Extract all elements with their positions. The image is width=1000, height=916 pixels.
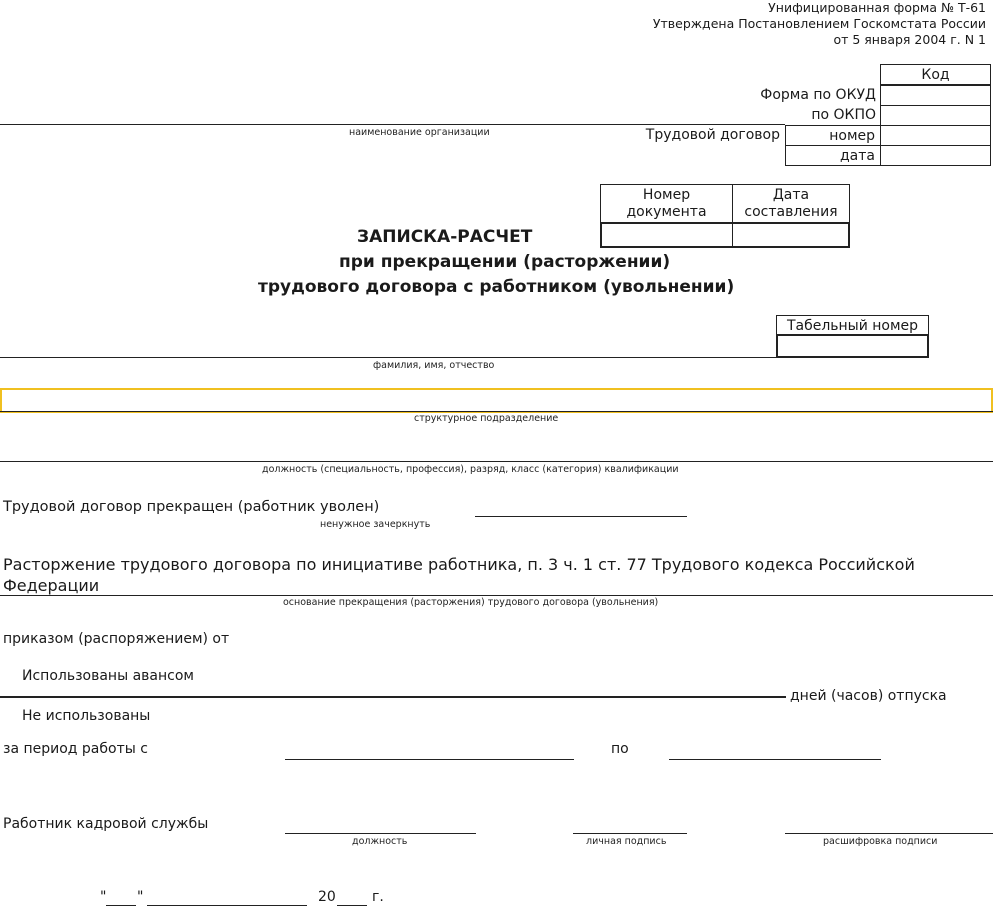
department-line [0,411,993,412]
department-field[interactable] [0,388,993,413]
vacation-used-label: Использованы авансом [22,668,194,684]
contract-date-field[interactable] [880,145,991,166]
document-subtitle-1: при прекращении (расторжении) [339,252,671,272]
organization-caption: наименование организации [349,127,490,138]
vacation-unused-label: Не использованы [22,708,151,724]
department-caption: структурное подразделение [414,413,559,424]
contract-label: Трудовой договор [645,127,780,143]
fio-caption: фамилия, имя, отчество [373,360,495,371]
hr-decode-caption: расшифровка подписи [823,836,938,847]
form-number-line: Унифицированная форма № Т-61 [768,0,986,15]
tab-number-label: Табельный номер [776,315,929,336]
period-from-label: за период работы с [3,741,148,757]
position-line[interactable] [0,461,993,462]
vacation-days-line[interactable] [0,696,786,698]
date-month-line[interactable] [147,905,307,906]
doc-date-header: Дата составления [732,184,850,224]
organization-line[interactable] [0,124,785,125]
date-year-prefix: 20 [318,889,336,905]
reason-line[interactable] [0,595,993,596]
okud-label: Форма по ОКУД [760,87,876,103]
hr-signature-caption: личная подпись [586,836,667,847]
approval-date-line: от 5 января 2004 г. N 1 [833,32,986,47]
hr-signature-line[interactable] [573,833,687,834]
date-day-line[interactable] [106,905,136,906]
order-label: приказом (распоряжением) от [3,631,230,647]
vacation-days-label: дней (часов) отпуска [790,688,947,704]
hr-position-caption: должность [352,836,408,847]
doc-date-field[interactable] [732,222,850,248]
hr-position-line[interactable] [285,833,476,834]
date-quote-open: " [100,889,107,905]
date-year-suffix: г. [372,889,384,905]
reason-caption: основание прекращения (расторжения) трудового договора (увольнения) [283,597,659,608]
period-to-label: по [611,741,629,757]
termination-reason-line2: Федерации [3,576,100,595]
contract-number-label: номер [785,125,881,146]
contract-number-field[interactable] [880,125,991,146]
termination-label: Трудовой договор прекращен (работник уволен) [3,499,380,515]
code-column-header: Код [880,64,991,85]
document-title: ЗАПИСКА-РАСЧЕТ [357,227,533,247]
approval-line: Утверждена Постановлением Госкомстата России [652,16,986,31]
period-to-line[interactable] [669,759,881,760]
date-year-line[interactable] [337,905,367,906]
date-quote-close: " [137,889,144,905]
period-from-line[interactable] [285,759,574,760]
contract-date-label: дата [785,145,881,166]
tab-number-field[interactable] [776,334,929,358]
fio-line[interactable] [0,357,776,358]
termination-reason-line1: Расторжение трудового договора по инициативе работника, п. 3 ч. 1 ст. 77 Трудового кодекса Российской [3,555,915,574]
doc-number-header: Номер документа [600,184,733,224]
hr-decode-line[interactable] [785,833,993,834]
termination-choice-line[interactable] [475,516,687,517]
doc-number-field[interactable] [600,222,733,248]
hr-label: Работник кадровой службы [3,816,209,832]
strike-caption: ненужное зачеркнуть [320,519,431,530]
okpo-label: по ОКПО [811,107,876,123]
okud-code-field[interactable] [880,85,991,106]
position-caption: должность (специальность, профессия), разряд, класс (категория) квалификации [262,464,679,475]
okpo-code-field[interactable] [880,105,991,126]
document-subtitle-2: трудового договора с работником (увольнении) [258,277,735,297]
